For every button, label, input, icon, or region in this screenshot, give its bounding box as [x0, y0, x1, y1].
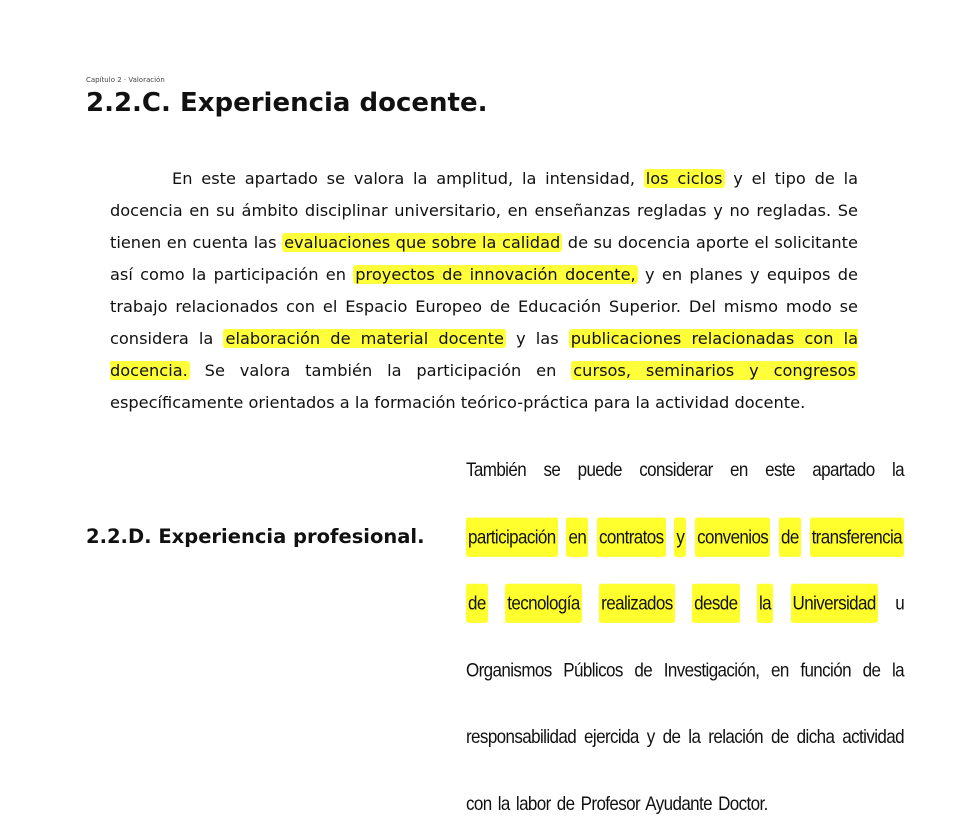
text-run: específicamente orientados a la formación teórico-práctica para la actividad docente.	[110, 393, 806, 412]
text-run: y las	[505, 329, 569, 348]
highlighted-phrase: tecnología	[505, 584, 581, 623]
text-run: de su docencia aporte el solicitante así como la participación en	[110, 233, 858, 284]
text-run	[582, 593, 600, 614]
text-run	[488, 593, 506, 614]
inserted-paragraph-transferencia	[466, 437, 904, 837]
text-run	[588, 526, 597, 547]
text-run: En este apartado se valora la amplitud, la intensidad,	[172, 169, 644, 188]
highlighted-phrase: publicaciones relacionadas con la docencia.	[110, 329, 859, 380]
heading-experiencia-profesional: 2.2.D. Experiencia profesional.	[86, 525, 425, 548]
text-run: También se puede considerar en este apartado la	[466, 459, 904, 481]
text-run: y en planes y equipos de trabajo relacionados con el Espacio Europeo de Educación Superior. Del mismo modo se considera la	[110, 265, 858, 348]
highlighted-phrase: cursos, seminarios y congresos	[573, 361, 856, 380]
highlighted-phrase: en	[566, 517, 588, 556]
highlighted-phrase: evaluaciones que sobre la calidad	[284, 233, 561, 252]
highlighted-phrase: la	[757, 584, 773, 623]
heading-experiencia-docente: 2.2.C. Experiencia docente.	[86, 88, 488, 118]
text-run	[675, 593, 693, 614]
highlighted-phrase: proyectos de innovación docente,	[355, 265, 636, 284]
highlighted-phrase: desde	[692, 584, 739, 623]
highlighted-phrase: Universidad	[791, 584, 878, 623]
text-run	[686, 526, 695, 547]
highlighted-phrase: transferencia	[810, 517, 904, 556]
text-run	[773, 593, 791, 614]
text-run	[770, 526, 779, 547]
text-run: u Organismos Públicos de Investigación, en función de la responsabilidad ejercida y de la relación de dicha actividad con la labor de Profesor Ayudante Doctor.	[466, 592, 905, 814]
running-section-header: Capítulo 2 · Valoración	[86, 76, 165, 84]
text-run: Se valora también la participación en	[189, 361, 572, 380]
highlighted-phrase: de	[466, 584, 488, 623]
highlighted-phrase: contratos	[597, 517, 666, 556]
body-paragraph-docencia	[110, 163, 858, 419]
highlighted-phrase: los ciclos	[645, 169, 723, 188]
highlighted-phrase: convenios	[695, 517, 770, 556]
text-run	[740, 593, 758, 614]
highlighted-phrase: de	[779, 517, 801, 556]
text-run: y el tipo de la docencia en su ámbito disciplinar universitario, en enseñanzas regladas y no regladas. Se tienen en cuenta las	[110, 169, 858, 252]
highlighted-phrase: participación	[466, 517, 558, 556]
highlighted-phrase: y	[674, 517, 686, 556]
text-run	[801, 526, 810, 547]
highlighted-phrase: elaboración de material docente	[225, 329, 504, 348]
highlighted-phrase: realizados	[599, 584, 675, 623]
